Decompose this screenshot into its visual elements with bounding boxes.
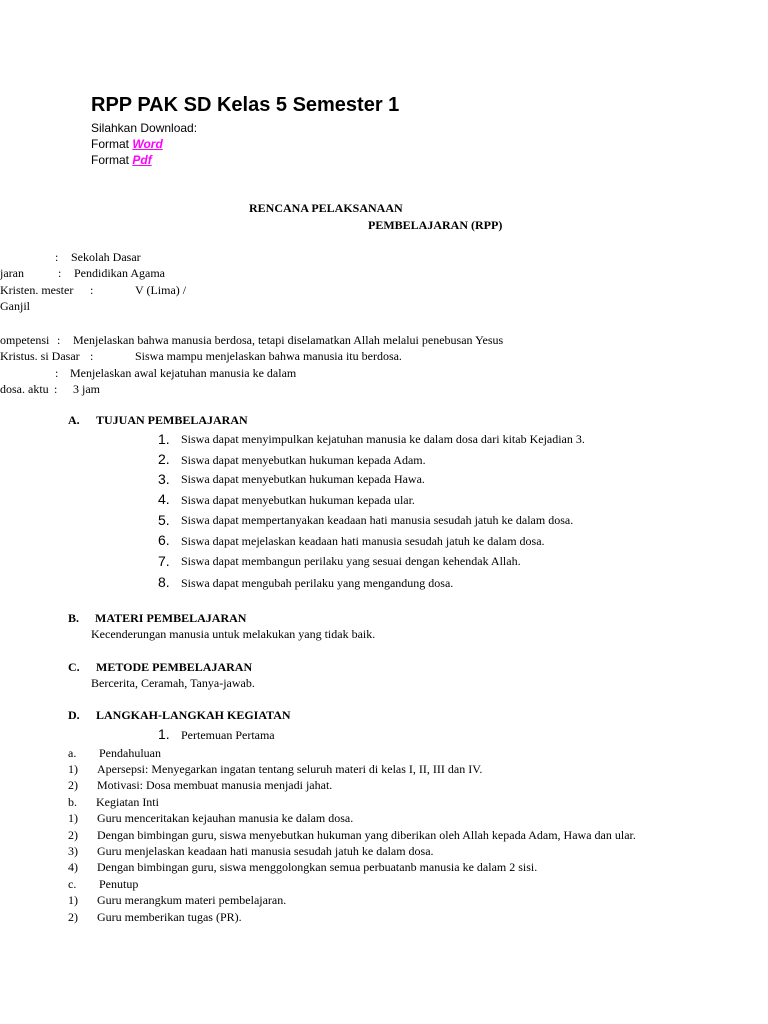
identity-value-1: Pendidikan Agama (74, 266, 165, 280)
section-d-title: LANGKAH-LANGKAH KEGIATAN (96, 708, 291, 722)
competence-label-3: dosa. aktu (0, 382, 49, 396)
goal-text: Siswa dapat menyebutkan hukuman kepada ular. (181, 493, 415, 507)
section-b-letter: B. (68, 611, 80, 625)
competence-value-2: Menjelaskan awal kejatuhan manusia ke dalam (70, 366, 297, 380)
goal-text: Siswa dapat mempertanyakan keadaan hati manusia sesudah jatuh ke dalam dosa. (181, 513, 574, 527)
section-d-letter: D. (68, 708, 80, 722)
goal-number: 6. (158, 532, 170, 548)
goal-text: Siswa dapat menyebutkan hukuman kepada Adam. (181, 453, 426, 467)
section-b-body: Kecenderungan manusia untuk melakukan yang tidak baik. (91, 627, 376, 641)
competence-value-0: Menjelaskan bahwa manusia berdosa, tetapi diselamatkan Allah melalui penebusan Yesus (73, 333, 504, 347)
goal-number: 1. (158, 431, 170, 447)
format-pdf-line (91, 153, 152, 167)
activity-mark: 1) (68, 811, 78, 825)
goal-text: Siswa dapat mengubah perilaku yang mengandung dosa. (181, 576, 454, 590)
competence-value-1: Siswa mampu menjelaskan bahwa manusia itu berdosa. (135, 349, 402, 363)
activity-text: Dengan bimbingan guru, siswa menyebutkan hukuman yang diberikan oleh Allah kepada Adam, Hawa dan ular. (97, 828, 636, 842)
identity-label-2: Kristen. mester (0, 283, 74, 297)
activity-text: Pendahuluan (99, 746, 161, 760)
competence-sep-1: : (90, 349, 94, 363)
activity-mark: 2) (68, 778, 78, 792)
identity-label-1: jaran (0, 266, 24, 280)
doc-heading-line1: RENCANA PELAKSANAAN (249, 201, 403, 215)
competence-value-3: 3 jam (73, 382, 100, 396)
identity-sep-0: : (55, 250, 59, 264)
competence-sep-2: : (55, 366, 59, 380)
goal-number: 8. (158, 574, 170, 590)
goal-number: 7. (158, 553, 170, 569)
activity-mark: 2) (68, 910, 78, 924)
activity-mark: a. (68, 746, 77, 760)
doc-heading-line2: PEMBELAJARAN (RPP) (368, 218, 503, 232)
activity-text: Guru menceritakan kejauhan manusia ke dalam dosa. (97, 811, 354, 825)
activity-text: Guru memberikan tugas (PR). (97, 910, 242, 924)
format-word-line (91, 137, 163, 151)
format-pdf-prefix: Format (91, 153, 130, 167)
identity-value-0: Sekolah Dasar (71, 250, 141, 264)
activity-text: Kegiatan Inti (96, 795, 159, 809)
activity-mark: b. (68, 795, 77, 809)
goal-text: Siswa dapat membangun perilaku yang sesuai dengan kehendak Allah. (181, 554, 521, 568)
activity-mark: 4) (68, 860, 78, 874)
section-a-letter: A. (68, 413, 80, 427)
activity-text: Guru merangkum materi pembelajaran. (97, 893, 287, 907)
competence-label-0: ompetensi (0, 333, 50, 347)
goal-number: 2. (158, 451, 170, 467)
competence-sep-3: : (54, 382, 58, 396)
goal-number: 5. (158, 512, 170, 528)
activity-text: Dengan bimbingan guru, siswa menggolongkan semua perbuatanb manusia ke dalam 2 sisi. (97, 860, 538, 874)
identity-value-2: V (Lima) / (135, 283, 187, 297)
activity-text: Penutup (99, 877, 139, 891)
page-title: RPP PAK SD Kelas 5 Semester 1 (91, 94, 400, 116)
section-c-title: METODE PEMBELAJARAN (96, 660, 253, 674)
goal-text: Siswa dapat menyebutkan hukuman kepada Hawa. (181, 472, 425, 486)
section-c-letter: C. (68, 660, 80, 674)
activity-mark: 1) (68, 762, 78, 776)
activity-text: Guru menjelaskan keadaan hati manusia sesudah jatuh ke dalam dosa. (97, 844, 434, 858)
activity-mark: 2) (68, 828, 78, 842)
activity-mark: c. (68, 877, 77, 891)
goal-text: Siswa dapat mejelaskan keadaan hati manusia sesudah jatuh ke dalam dosa. (181, 534, 545, 548)
competence-sep-0: : (57, 333, 61, 347)
meeting-title: Pertemuan Pertama (181, 728, 275, 742)
pdf-download-link[interactable]: Pdf (132, 153, 152, 167)
section-a-title: TUJUAN PEMBELAJARAN (96, 413, 248, 427)
goal-number: 3. (158, 471, 170, 487)
activity-mark: 1) (68, 893, 78, 907)
word-download-link[interactable]: Word (132, 137, 163, 151)
section-c-body: Bercerita, Ceramah, Tanya-jawab. (91, 676, 255, 690)
format-word-prefix: Format (91, 137, 130, 151)
competence-label-1: Kristus. si Dasar (0, 349, 80, 363)
goal-text: Siswa dapat menyimpulkan kejatuhan manusia ke dalam dosa dari kitab Kejadian 3. (181, 432, 585, 446)
goal-number: 4. (158, 491, 170, 507)
section-b-title: MATERI PEMBELAJARAN (95, 611, 247, 625)
identity-label-3: Ganjil (0, 299, 30, 313)
download-label: Silahkan Download: (91, 121, 198, 135)
identity-sep-1: : (58, 266, 62, 280)
activity-text: Motivasi: Dosa membuat manusia menjadi jahat. (97, 778, 333, 792)
meeting-number: 1. (158, 726, 170, 742)
identity-sep-2: : (90, 283, 94, 297)
activity-text: Apersepsi: Menyegarkan ingatan tentang seluruh materi di kelas I, II, III dan IV. (97, 762, 483, 776)
activity-mark: 3) (68, 844, 78, 858)
